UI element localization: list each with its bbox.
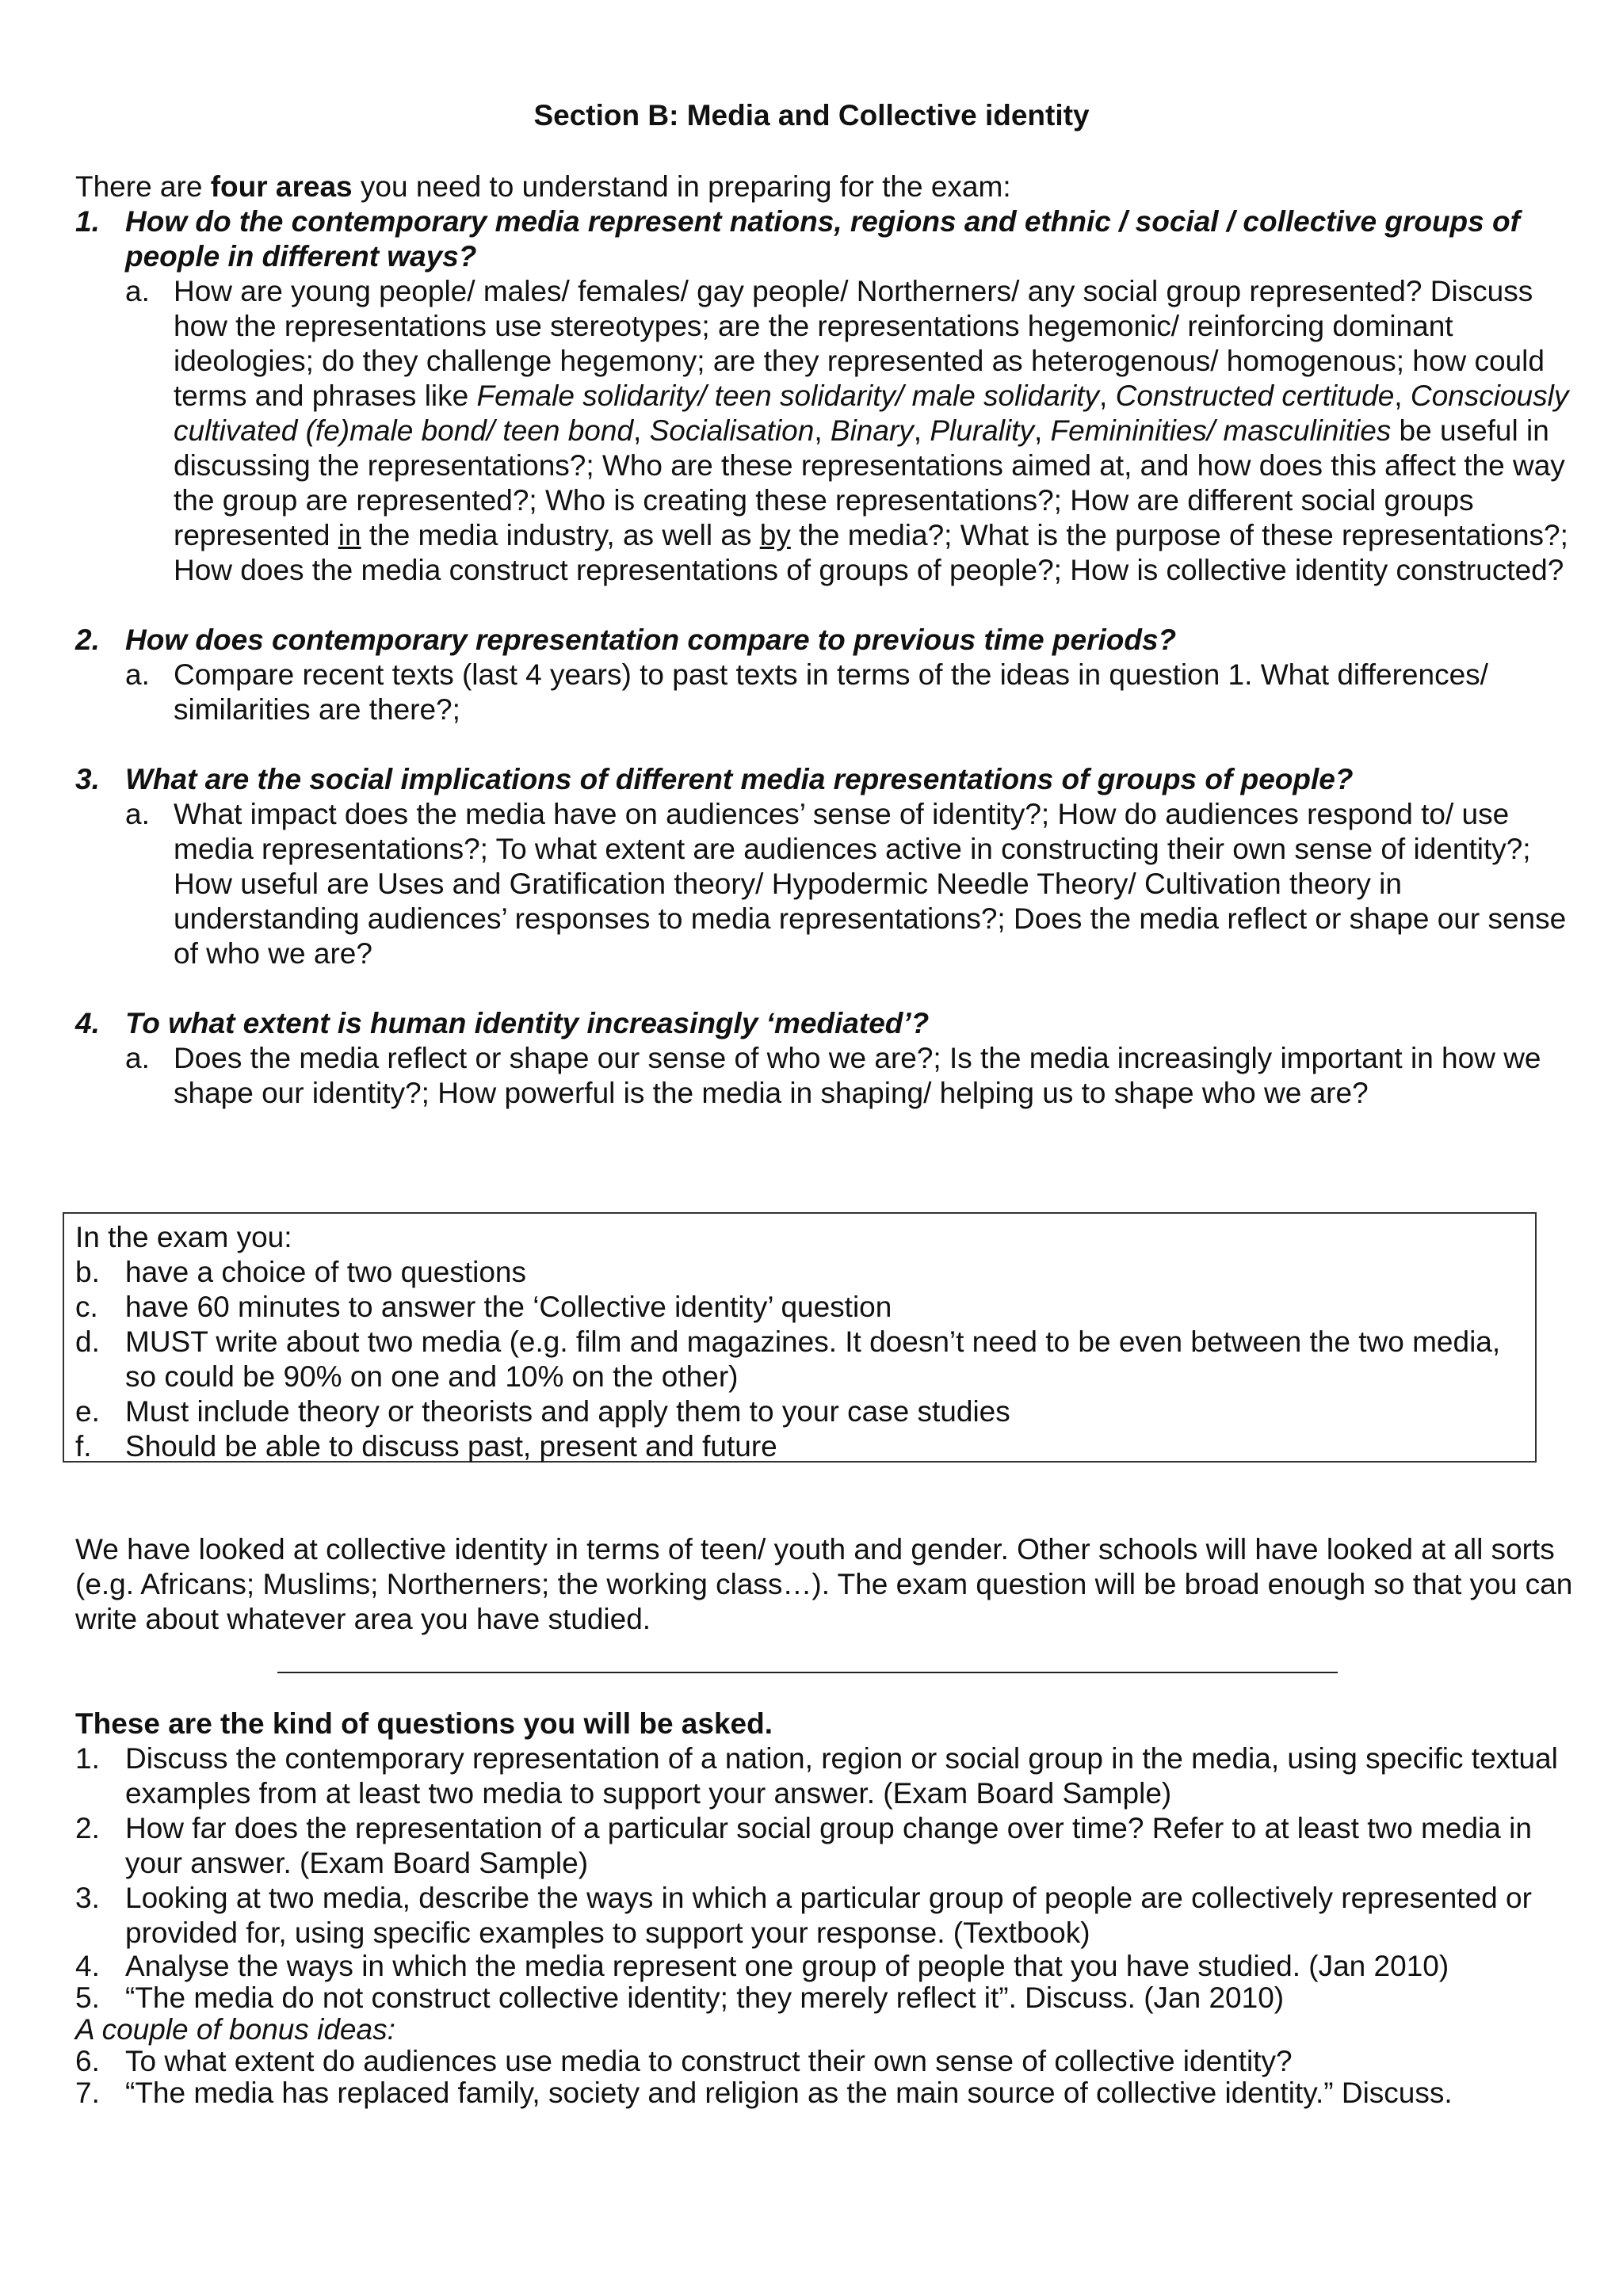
question-number: 2. (75, 1812, 100, 1844)
italic-term: Binary (830, 414, 914, 447)
question-text: Discuss the contemporary representation of a nation, region or social group in the media, using specific textual examples from at least two media to support your answer. (Exam Board Sample) (125, 1742, 1558, 1810)
area-question (75, 623, 1581, 658)
body-paragraph: We have looked at collective identity in terms of teen/ youth and gender. Other schools will have looked at all sorts (e.g. Africans; Muslims; Northerners; the working class…). The exam question will be broad enough so that you can write about whatever area you have studied. (75, 1533, 1573, 1635)
area-number: 2. (75, 624, 100, 656)
sub-text-part: be useful in discussing the representations?; Who are these representations aimed at, and how does this affect the way the group are represented?; Who is creating these representations?; How are different social groups represented (174, 414, 1565, 551)
underlined-word: by (759, 519, 791, 551)
sub-text (174, 275, 1568, 586)
item-letter: c. (75, 1291, 98, 1323)
exam-box-item (75, 1290, 1524, 1325)
question-text: “The media do not construct collective identity; they merely reflect it”. Discuss. (Jan 2010) (125, 1981, 1285, 2014)
area-question-text: How does contemporary representation compare to previous time periods? (125, 624, 1177, 656)
sub-text-part: , (1033, 414, 1051, 447)
areas-section (75, 170, 1581, 1111)
area-number: 1. (75, 205, 100, 238)
item-text: MUST write about two media (e.g. film and magazines. It doesn’t need to be even between the two media, so could be 90% on one and 10% on the other) (125, 1325, 1501, 1393)
sub-text-part: , (814, 414, 831, 447)
italic-term: Constructed certitude (1115, 379, 1395, 412)
sub-text-part: How are young people/ males/ females/ gay people/ Northerners/ any social group represented? Discuss how the representations use stereotypes; are the representations hegemonic/ reinforcing dominant ideologies; do they challenge hegemony; are they represented as heterogenous/ homogenous; how could terms and phrases like (174, 275, 1545, 412)
underlined-word: in (338, 519, 361, 551)
italic-term: Consciously cultivated (fe)male bond/ teen bond (174, 379, 1569, 447)
question-item (75, 1741, 1581, 1811)
exam-info-box (63, 1212, 1537, 1463)
question-item (75, 1811, 1581, 1881)
intro-bold: four areas (210, 170, 353, 203)
item-text: Should be able to discuss past, present and future (125, 1430, 777, 1463)
area-number: 4. (75, 1007, 100, 1039)
sub-text: What impact does the media have on audiences’ sense of identity?; How do audiences respond to/ use media representations?; To what extent are audiences active in constructing their own sense of identity?; How useful are Uses and Gratification theory/ Hypodermic Needle Theory/ Cultivation theory in understanding audiences’ responses to media representations?; Does the media reflect or shape our sense of who we are? (174, 798, 1567, 970)
exam-box-item (75, 1255, 1524, 1290)
italic-term: Socialisation (649, 414, 815, 447)
italic-term: Plurality (930, 414, 1034, 447)
questions-section (75, 1707, 1581, 2109)
question-text: How far does the representation of a particular social group change over time? Refer to at least two media in your answer. (Exam Board Sample) (125, 1812, 1532, 1879)
exam-box-item (75, 1429, 1524, 1464)
question-number: 3. (75, 1882, 100, 1914)
question-number: 6. (75, 2045, 100, 2077)
sub-text-part: , (1099, 379, 1116, 412)
sub-text-part: the media?; What is the purpose of these representations?; How does the media construct representations of groups of people?; How is collective identity constructed? (174, 519, 1568, 586)
area-number: 3. (75, 763, 100, 795)
page-title: Section B: Media and Collective identity (533, 99, 1090, 132)
question-item (75, 1951, 1581, 1982)
item-text: have a choice of two questions (125, 1256, 526, 1288)
exam-box-item (75, 1325, 1524, 1394)
sub-text: Does the media reflect or shape our sense of who we are?; Is the media increasingly important in how we shape our identity?; How powerful is the media in shaping/ helping us to shape who we are? (174, 1042, 1541, 1109)
area-question-text: To what extent is human identity increasingly ‘mediated’? (125, 1007, 930, 1039)
item-letter: d. (75, 1325, 100, 1358)
sub-letter: a. (125, 658, 150, 691)
sub-letter: a. (125, 798, 150, 830)
item-letter: b. (75, 1256, 100, 1288)
area-question-text: How do the contemporary media represent nations, regions and ethnic / social / collective groups of people in different ways? (125, 205, 1520, 273)
question-item (75, 1881, 1581, 1951)
area-sub-item (75, 658, 1581, 727)
area-question (75, 762, 1581, 797)
question-text: To what extent do audiences use media to construct their own sense of collective identity? (125, 2045, 1293, 2077)
area-question (75, 1006, 1581, 1041)
sub-letter: a. (125, 1042, 150, 1074)
item-letter: f. (75, 1430, 92, 1463)
questions-heading: These are the kind of questions you will be asked. (75, 1707, 773, 1740)
italic-term: Female solidarity/ teen solidarity/ male solidarity (476, 379, 1100, 412)
area-sub-item (75, 274, 1581, 588)
question-number: 4. (75, 1950, 100, 1982)
question-number: 7. (75, 2077, 100, 2109)
question-item (75, 1982, 1581, 2014)
area-sub-item (75, 797, 1581, 971)
intro-line (75, 170, 1581, 204)
sub-text-part: , (633, 414, 650, 447)
sub-text: Compare recent texts (last 4 years) to past texts in terms of the ideas in question 1. What differences/ similarities are there?; (174, 658, 1488, 726)
item-text: Must include theory or theorists and apply them to your case studies (125, 1395, 1010, 1428)
sub-text-part: , (1394, 379, 1411, 412)
question-text: Analyse the ways in which the media represent one group of people that you have studied. (Jan 2010) (125, 1950, 1449, 1982)
sub-letter: a. (125, 275, 150, 307)
divider-line (277, 1672, 1338, 1673)
italic-term: Femininities/ masculinities (1050, 414, 1392, 447)
question-number: 5. (75, 1981, 100, 2014)
exam-box-heading: In the exam you: (75, 1221, 292, 1253)
intro-pre: There are (75, 170, 211, 203)
area-question-text: What are the social implications of different media representations of groups of people? (125, 763, 1354, 795)
question-number: 1. (75, 1742, 100, 1775)
area-question (75, 204, 1581, 274)
area-sub-item (75, 1041, 1581, 1111)
intro-post: you need to understand in preparing for the exam: (352, 170, 1011, 203)
sub-text-part: the media industry, as well as (361, 519, 760, 551)
question-text: “The media has replaced family, society and religion as the main source of collective identity.” Discuss. (125, 2077, 1453, 2109)
question-text: Looking at two media, describe the ways in which a particular group of people are collectively represented or provided for, using specific examples to support your response. (Textbook) (125, 1882, 1532, 1949)
bonus-heading: A couple of bonus ideas: (75, 2013, 395, 2046)
exam-box-item (75, 1394, 1524, 1429)
item-text: have 60 minutes to answer the ‘Collective identity’ question (125, 1291, 892, 1323)
sub-text-part: , (913, 414, 930, 447)
question-item (75, 2046, 1581, 2077)
question-item (75, 2077, 1581, 2109)
item-letter: e. (75, 1395, 100, 1428)
